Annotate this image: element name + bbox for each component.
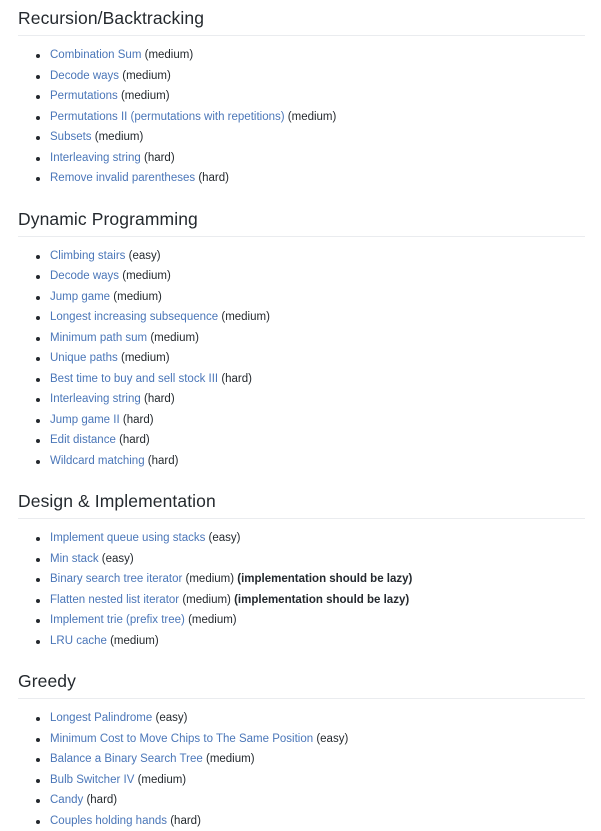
difficulty-label: (medium) [186,573,235,585]
problem-link[interactable]: Balance a Binary Search Tree [50,753,203,765]
problem-link[interactable]: Interleaving string [50,152,141,164]
difficulty-label: (hard) [86,794,117,806]
problem-link[interactable]: Candy [50,794,83,806]
difficulty-label: (medium) [121,352,170,364]
list-item [36,390,585,410]
list-item [36,108,585,128]
list-item [36,611,585,631]
list-item [36,730,585,750]
list-item [36,288,585,308]
difficulty-label: (hard) [221,373,252,385]
list-item [36,308,585,328]
list-item [36,87,585,107]
list-item [36,452,585,472]
section [18,491,585,651]
problem-link[interactable]: Subsets [50,131,92,143]
difficulty-label: (medium) [145,49,194,61]
difficulty-label: (hard) [144,152,175,164]
problem-link[interactable]: Longest increasing subsequence [50,311,218,323]
difficulty-label: (medium) [122,270,171,282]
problem-link[interactable]: Binary search tree iterator [50,573,182,585]
difficulty-label: (medium) [95,131,144,143]
list-item [36,349,585,369]
difficulty-label: (medium) [182,594,231,606]
section-heading: Greedy [18,671,585,699]
list-item [36,550,585,570]
problem-list [18,529,585,651]
list-item [36,431,585,451]
problem-list [18,247,585,472]
section [18,0,585,189]
difficulty-label: (medium) [150,332,199,344]
problem-link[interactable]: Decode ways [50,70,119,82]
problem-link[interactable]: Remove invalid parentheses [50,172,195,184]
difficulty-label: (hard) [198,172,229,184]
problem-link[interactable]: Minimum path sum [50,332,147,344]
list-item [36,709,585,729]
section [18,671,585,831]
difficulty-label: (medium) [113,291,162,303]
list-item [36,128,585,148]
problem-link[interactable]: Implement trie (prefix tree) [50,614,185,626]
list-item [36,329,585,349]
list-item [36,632,585,652]
problem-link[interactable]: Combination Sum [50,49,141,61]
problem-link[interactable]: Jump game II [50,414,120,426]
list-item [36,791,585,811]
list-item [36,771,585,791]
difficulty-label: (easy) [129,250,161,262]
problem-link[interactable]: Interleaving string [50,393,141,405]
difficulty-label: (medium) [206,753,255,765]
section-heading: Recursion/Backtracking [18,0,585,36]
list-item [36,529,585,549]
list-item [36,812,585,831]
list-item [36,591,585,611]
section-heading: Dynamic Programming [18,209,585,237]
difficulty-label: (hard) [123,414,154,426]
difficulty-label: (hard) [119,434,150,446]
problem-list [18,709,585,831]
difficulty-label: (medium) [188,614,237,626]
problem-list [18,46,585,189]
problem-link[interactable]: Jump game [50,291,110,303]
problem-link[interactable]: Longest Palindrome [50,712,152,724]
difficulty-label: (easy) [102,553,134,565]
problem-link[interactable]: Permutations II (permutations with repetitions) [50,111,285,123]
difficulty-label: (easy) [316,733,348,745]
difficulty-label: (medium) [122,70,171,82]
problem-link[interactable]: Bulb Switcher IV [50,774,134,786]
problem-link[interactable]: Wildcard matching [50,455,145,467]
problem-link[interactable]: Flatten nested list iterator [50,594,179,606]
difficulty-label: (hard) [170,815,201,827]
list-item [36,267,585,287]
difficulty-label: (medium) [121,90,170,102]
problem-link[interactable]: Edit distance [50,434,116,446]
list-item [36,750,585,770]
problem-link[interactable]: Couples holding hands [50,815,167,827]
problem-link[interactable]: LRU cache [50,635,107,647]
list-item [36,67,585,87]
problem-link[interactable]: Permutations [50,90,118,102]
list-item [36,149,585,169]
difficulty-label: (hard) [148,455,179,467]
list-item [36,370,585,390]
difficulty-label: (medium) [138,774,187,786]
difficulty-label: (easy) [156,712,188,724]
problem-link[interactable]: Best time to buy and sell stock III [50,373,218,385]
difficulty-label: (medium) [221,311,270,323]
list-item [36,570,585,590]
list-item [36,46,585,66]
problem-link[interactable]: Implement queue using stacks [50,532,205,544]
difficulty-label: (hard) [144,393,175,405]
problem-link[interactable]: Minimum Cost to Move Chips to The Same Position [50,733,313,745]
problem-link[interactable]: Unique paths [50,352,118,364]
difficulty-label: (medium) [288,111,337,123]
problem-link[interactable]: Min stack [50,553,99,565]
list-item [36,169,585,189]
implementation-note: (implementation should be lazy) [237,573,412,585]
section-heading: Design & Implementation [18,491,585,519]
difficulty-label: (easy) [209,532,241,544]
list-item [36,247,585,267]
implementation-note: (implementation should be lazy) [234,594,409,606]
problem-link[interactable]: Decode ways [50,270,119,282]
problem-link[interactable]: Climbing stairs [50,250,125,262]
list-item [36,411,585,431]
section [18,209,585,472]
difficulty-label: (medium) [110,635,159,647]
